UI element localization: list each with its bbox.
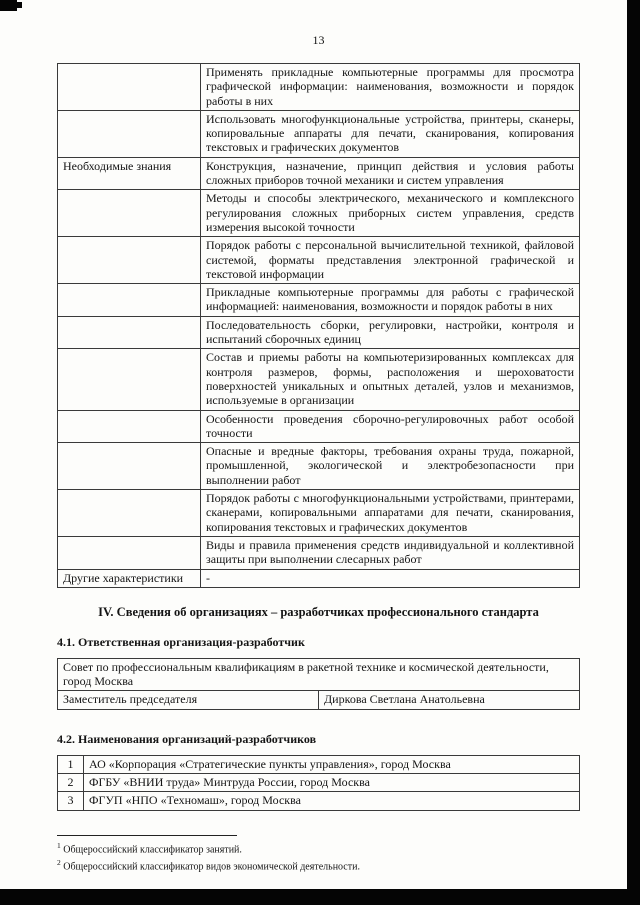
developer-number: 2	[58, 773, 84, 791]
table-row	[58, 349, 580, 410]
responsible-org-table	[57, 658, 580, 710]
row-text: Состав и приемы работы на компьютеризированных комплексах для контроля размеров, формы, расположения и шероховатости поверхностей уникальных и опытных деталей, узлов и механизмов, используемые в организации	[201, 349, 580, 410]
row-label	[58, 64, 201, 111]
table-row	[58, 190, 580, 237]
table-row	[58, 658, 580, 691]
knowledge-table-body	[58, 64, 580, 588]
scan-edge-bottom	[0, 889, 640, 905]
table-row	[58, 410, 580, 443]
developers-table	[57, 755, 580, 811]
knowledge-table	[57, 63, 580, 588]
scan-artifact-top-left	[0, 0, 17, 11]
developer-name: АО «Корпорация «Стратегические пункты управления», город Москва	[84, 755, 580, 773]
subsection-4-1-title: 4.1. Ответственная организация-разработчик	[57, 634, 305, 649]
row-label	[58, 443, 201, 490]
row-text: Прикладные компьютерные программы для работы с графической информацией: наименования, возможности и порядок работы в них	[201, 284, 580, 317]
footnote-2	[57, 856, 580, 874]
row-text: Конструкция, назначение, принцип действия и условия работы сложных приборов точной механики и систем управления	[201, 157, 580, 190]
page-number: 13	[312, 33, 325, 47]
row-label	[58, 237, 201, 284]
table-row	[58, 773, 580, 791]
table-row	[58, 443, 580, 490]
row-text: Порядок работы с персональной вычислительной техникой, файловой системой, форматы представления электронной графической и текстовой информации	[201, 237, 580, 284]
row-text: Использовать многофункциональные устройства, принтеры, сканеры, копировальные аппараты для печати, сканирования, копирования текстовых и графических документов	[201, 110, 580, 157]
footnote-1-marker: 1	[57, 840, 61, 850]
row-text: Методы и способы электрического, механического и комплексного регулирования сложных приборных систем управления, средств измерения высокой точности	[201, 190, 580, 237]
row-label	[58, 110, 201, 157]
developers-table-body	[58, 755, 580, 810]
row-text: Порядок работы с многофункциональными устройствами, принтерами, сканерами, копировальными аппаратами для печати, сканирования, копирования текстовых и графических документов	[201, 490, 580, 537]
table-row	[58, 237, 580, 284]
table-row	[58, 755, 580, 773]
table-row	[58, 490, 580, 537]
row-label: Необходимые знания	[58, 157, 201, 190]
section-title: IV. Сведения об организациях – разработчиках профессионального стандарта	[98, 604, 539, 619]
footnote-2-text: Общероссийский классификатор видов экономической деятельности.	[60, 861, 360, 873]
table-row	[58, 691, 580, 709]
page-content	[57, 0, 580, 874]
responsible-org-name: Совет по профессиональным квалификациям в ракетной технике и космической деятельности, город Москва	[58, 658, 580, 691]
developer-number: 3	[58, 792, 84, 810]
developer-number: 1	[58, 755, 84, 773]
footnote-2-marker: 2	[57, 858, 61, 868]
table-row	[58, 284, 580, 317]
footnote-1-text: Общероссийский классификатор занятий.	[60, 843, 242, 855]
row-text: Применять прикладные компьютерные программы для просмотра графической информации: наименования, возможности и порядок работы в них	[201, 64, 580, 111]
row-label	[58, 190, 201, 237]
row-label	[58, 536, 201, 569]
row-label	[58, 349, 201, 410]
table-row	[58, 536, 580, 569]
responsible-org-role: Заместитель председателя	[58, 691, 319, 709]
table-row	[58, 157, 580, 190]
table-row	[58, 316, 580, 349]
table-row	[58, 569, 580, 587]
row-label	[58, 284, 201, 317]
subsection-4-2-title: 4.2. Наименования организаций-разработчиков	[57, 731, 317, 746]
row-text: -	[201, 569, 580, 587]
row-text: Опасные и вредные факторы, требования охраны труда, пожарной, промышленной, экологической и электробезопасности при выполнении работ	[201, 443, 580, 490]
row-text: Последовательность сборки, регулировки, настройки, контроля и испытаний сборочных единиц	[201, 316, 580, 349]
developer-name: ФГУП «НПО «Техномаш», город Москва	[84, 792, 580, 810]
row-label	[58, 490, 201, 537]
footnote-separator	[57, 835, 237, 836]
responsible-org-person: Диркова Светлана Анатольевна	[319, 691, 580, 709]
scan-artifact-top-left-small	[17, 2, 22, 8]
row-label	[58, 316, 201, 349]
scan-edge-right	[627, 0, 640, 905]
table-row	[58, 792, 580, 810]
row-text: Виды и правила применения средств индивидуальной и коллективной защиты при выполнении слесарных работ	[201, 536, 580, 569]
footnote-1	[57, 839, 580, 857]
footnotes	[57, 835, 580, 875]
table-row	[58, 110, 580, 157]
row-label: Другие характеристики	[58, 569, 201, 587]
table-row	[58, 64, 580, 111]
row-text: Особенности проведения сборочно-регулировочных работ особой точности	[201, 410, 580, 443]
developer-name: ФГБУ «ВНИИ труда» Минтруда России, город Москва	[84, 773, 580, 791]
row-label	[58, 410, 201, 443]
